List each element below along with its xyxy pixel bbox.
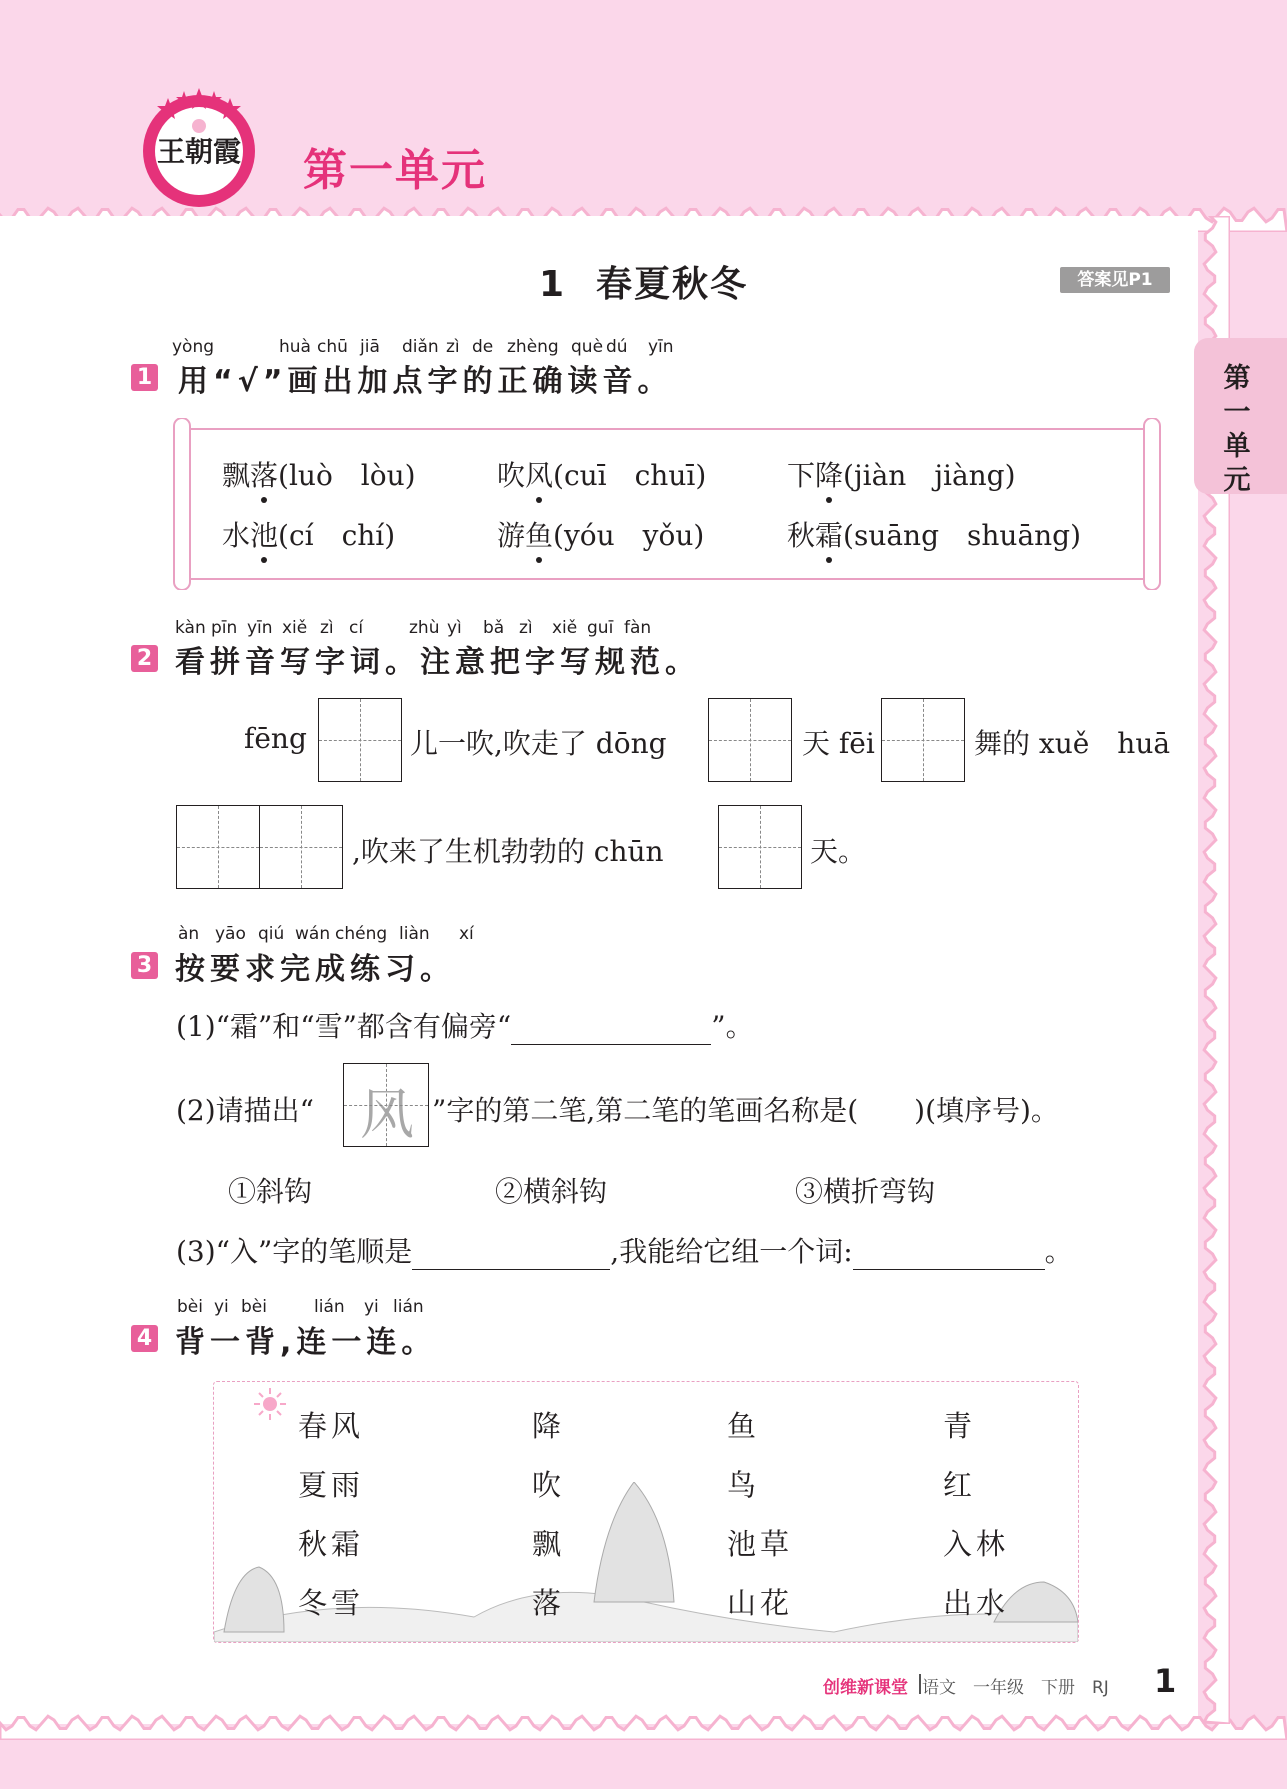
pinyin-syllable: yīn xyxy=(648,337,674,357)
trace-character: 风 xyxy=(360,1083,414,1146)
q3-part3-end: 。 xyxy=(1044,1235,1073,1268)
pinyin-syllable: bèi xyxy=(241,1297,267,1317)
q1-dotted-char: 落 xyxy=(250,454,278,494)
pinyin-syllable: wán xyxy=(295,924,331,944)
lesson-number: 1 xyxy=(538,264,567,305)
logo-text: 王朝霞 xyxy=(156,135,241,168)
side-tab-label: 第一单元 xyxy=(1223,363,1251,496)
q3-part3-blank-1[interactable] xyxy=(412,1239,610,1270)
q2-number-badge: 2 xyxy=(131,645,158,672)
pinyin-syllable: bǎ xyxy=(483,618,505,638)
footer-brand: 创维新课堂 xyxy=(823,1678,908,1698)
q1-dotted-char: 池 xyxy=(250,514,278,554)
pinyin-syllable: xiě xyxy=(282,618,308,638)
q1-word-item[interactable] xyxy=(787,514,1081,554)
pinyin-syllable: què xyxy=(571,337,604,357)
publisher-logo xyxy=(138,86,260,208)
q2-writing-box[interactable] xyxy=(259,805,343,889)
q1-pronunciation-options[interactable]: (yóu yǒu) xyxy=(553,519,705,552)
q2-text-segment: 儿一吹,吹走了 dōng xyxy=(410,727,667,760)
q4-match-word[interactable]: 飘 xyxy=(532,1527,566,1561)
q4-match-word[interactable]: 鸟 xyxy=(727,1468,761,1502)
pinyin-syllable: liàn xyxy=(399,924,430,944)
q4-match-word[interactable]: 秋霜 xyxy=(298,1527,365,1561)
answer-reference-badge: 答案见P1 xyxy=(1060,267,1170,293)
q1-scroll-panel xyxy=(180,428,1154,580)
pinyin-syllable: kàn xyxy=(175,618,206,638)
q4-match-word[interactable]: 鱼 xyxy=(727,1409,761,1443)
unit-side-tab[interactable] xyxy=(1194,338,1287,494)
q1-dotted-char: 霜 xyxy=(815,514,843,554)
pinyin-syllable: chéng xyxy=(335,924,388,944)
unit-title: 第一单元 xyxy=(303,145,487,196)
q3-part1 xyxy=(176,1005,754,1045)
q3-part3-mid: ,我能给它组一个词: xyxy=(610,1235,853,1268)
q4-match-word[interactable]: 春风 xyxy=(298,1409,365,1443)
q3-part3-blank-2[interactable] xyxy=(853,1239,1045,1270)
q3-instruction: 按要求完成练习。 xyxy=(175,952,455,987)
sun-icon xyxy=(252,1386,288,1422)
q3-choice-1[interactable]: ①斜钩 xyxy=(228,1175,313,1208)
pinyin-syllable: yāo xyxy=(215,924,246,944)
q2-instruction: 看拼音写字词。注意把字写规范。 xyxy=(175,645,700,680)
q1-word-item[interactable] xyxy=(222,514,395,554)
q2-text-segment: ,吹来了生机勃勃的 chūn xyxy=(352,835,664,868)
q3-part1-text: (1)“霜”和“雪”都含有偏旁“ xyxy=(176,1010,512,1043)
pinyin-syllable: zì xyxy=(446,337,460,357)
q3-part3 xyxy=(176,1230,1073,1270)
q1-word-char: 水 xyxy=(222,519,251,552)
pinyin-syllable: de xyxy=(472,337,494,357)
footer-book-info: 语文 一年级 下册 RJ xyxy=(922,1678,1109,1698)
q3-number-badge: 3 xyxy=(131,952,158,979)
bottom-wave-border xyxy=(0,1706,1287,1740)
q4-match-word[interactable]: 红 xyxy=(943,1468,977,1502)
q1-word-char: 游 xyxy=(497,519,526,552)
pinyin-syllable: àn xyxy=(178,924,200,944)
q1-pronunciation-options[interactable]: (jiàn jiàng) xyxy=(843,459,1016,492)
pinyin-syllable: jiā xyxy=(360,337,380,357)
q4-number-badge: 4 xyxy=(131,1325,158,1352)
q4-match-word[interactable]: 夏雨 xyxy=(298,1468,365,1502)
q2-text-segment: 天 fēi xyxy=(802,727,875,760)
q4-match-word[interactable]: 山花 xyxy=(727,1586,794,1620)
pinyin-syllable: lián xyxy=(393,1297,424,1317)
q3-part2-pre: (2)请描出“ xyxy=(176,1094,314,1127)
pinyin-syllable: chū xyxy=(317,337,348,357)
q4-match-word[interactable]: 池草 xyxy=(727,1527,794,1561)
pinyin-syllable: cí xyxy=(349,618,364,638)
scroll-left-roller xyxy=(168,418,196,590)
lesson-name: 春夏秋冬 xyxy=(596,264,749,305)
q1-word-char: 下 xyxy=(787,459,816,492)
q1-word-char: 飘 xyxy=(222,459,251,492)
q3-choice-2[interactable]: ②横斜钩 xyxy=(495,1175,608,1208)
q1-word-char: 吹 xyxy=(497,459,526,492)
q3-choice-3[interactable]: ③横折弯钩 xyxy=(795,1175,936,1208)
q4-instruction: 背一背,连一连。 xyxy=(175,1325,437,1360)
q2-writing-box[interactable] xyxy=(176,805,260,889)
q1-word-item[interactable] xyxy=(497,454,706,494)
q2-writing-box[interactable] xyxy=(881,698,965,782)
pinyin-syllable: fàn xyxy=(624,618,652,638)
q1-word-item[interactable] xyxy=(222,454,416,494)
q2-writing-box[interactable] xyxy=(708,698,792,782)
q1-dotted-char: 鱼 xyxy=(525,514,553,554)
q2-text-segment: 舞的 xuě huā xyxy=(974,727,1171,760)
q4-match-word[interactable]: 青 xyxy=(943,1409,977,1443)
scroll-right-roller xyxy=(1138,418,1166,590)
q1-pronunciation-options[interactable]: (cuī chuī) xyxy=(553,459,707,492)
q4-match-word[interactable]: 冬雪 xyxy=(298,1586,365,1620)
pinyin-syllable: guī xyxy=(587,618,614,638)
q4-match-word[interactable]: 入林 xyxy=(943,1527,1010,1561)
pinyin-syllable: yi xyxy=(214,1297,229,1317)
q1-pronunciation-options[interactable]: (suāng shuāng) xyxy=(843,519,1082,552)
q4-match-word[interactable]: 出水 xyxy=(943,1586,1010,1620)
q1-word-item[interactable] xyxy=(497,514,704,554)
pinyin-syllable: yīn xyxy=(247,618,273,638)
pinyin-syllable: yòng xyxy=(172,337,215,357)
q4-match-word[interactable]: 落 xyxy=(532,1586,566,1620)
footer-divider xyxy=(919,1674,921,1694)
q1-word-char: 秋 xyxy=(787,519,816,552)
pinyin-syllable: bèi xyxy=(177,1297,203,1317)
pinyin-syllable: pīn xyxy=(211,618,238,638)
q2-pinyin-feng: fēng xyxy=(244,722,307,755)
pinyin-syllable: zì xyxy=(320,618,334,638)
pinyin-syllable: xiě xyxy=(552,618,578,638)
q1-word-item[interactable] xyxy=(787,454,1016,494)
q3-part3-text: (3)“入”字的笔顺是 xyxy=(176,1235,413,1268)
pinyin-syllable: zhèng xyxy=(507,337,559,357)
q1-pronunciation-options[interactable]: (cí chí) xyxy=(278,519,396,552)
pinyin-syllable: yì xyxy=(447,618,462,638)
pinyin-syllable: zhù xyxy=(409,618,440,638)
q1-dotted-char: 风 xyxy=(525,454,553,494)
pinyin-syllable: diǎn xyxy=(402,337,439,357)
q3-part2-post: ”字的第二笔,第二笔的笔画名称是( )(填序号)。 xyxy=(432,1094,1059,1127)
pinyin-syllable: zì xyxy=(519,618,533,638)
q1-dotted-char: 降 xyxy=(815,454,843,494)
q2-text-segment: 天。 xyxy=(810,835,867,868)
q1-pronunciation-options[interactable]: (luò lòu) xyxy=(278,459,416,492)
pinyin-syllable: xí xyxy=(459,924,474,944)
pinyin-syllable: yi xyxy=(364,1297,379,1317)
q2-writing-box[interactable] xyxy=(718,805,802,889)
q1-instruction: 用“√”画出加点字的正确读音。 xyxy=(178,364,673,399)
pinyin-syllable: lián xyxy=(314,1297,345,1317)
q3-part1-blank[interactable] xyxy=(511,1014,711,1045)
q4-match-word[interactable]: 降 xyxy=(532,1409,566,1443)
pinyin-syllable: huà xyxy=(279,337,311,357)
q2-writing-box[interactable] xyxy=(318,698,402,782)
page-number: 1 xyxy=(1154,1662,1177,1700)
q1-number-badge: 1 xyxy=(131,364,158,391)
pinyin-syllable: qiú xyxy=(258,924,285,944)
q4-match-word[interactable]: 吹 xyxy=(532,1468,566,1502)
trace-character-box[interactable] xyxy=(343,1063,429,1147)
q3-part1-end: ”。 xyxy=(711,1010,754,1043)
pinyin-syllable: dú xyxy=(606,337,628,357)
